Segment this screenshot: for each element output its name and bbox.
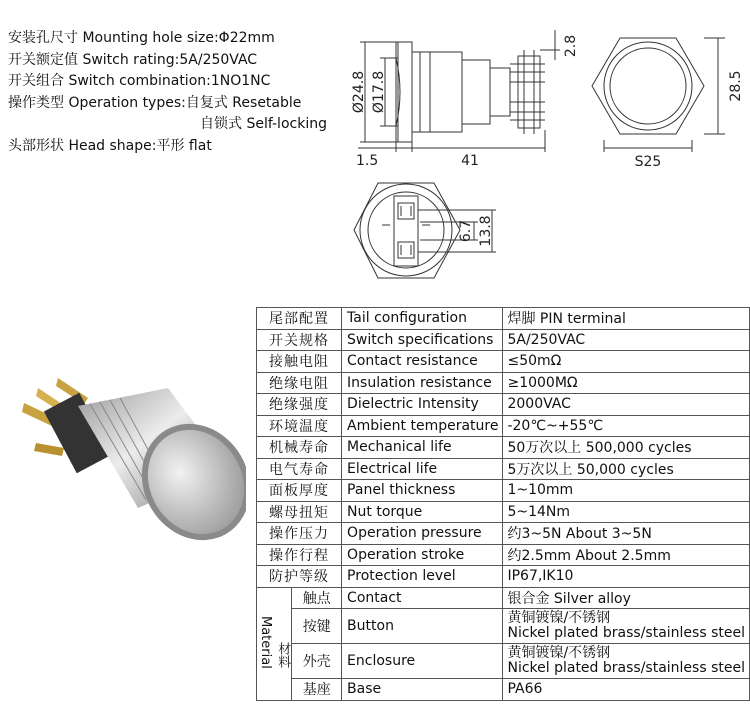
material-val — [503, 609, 750, 644]
material-en: Base — [342, 679, 503, 701]
table-row — [257, 308, 750, 330]
spec-val: 1~10mm — [503, 480, 750, 502]
spec-cn: 电气寿命 — [257, 458, 342, 480]
table-row — [257, 372, 750, 394]
spec-cn: 环境温度 — [257, 415, 342, 437]
material-en: Contact — [342, 587, 503, 609]
side-view-drawing — [358, 30, 560, 152]
spec-cn: 操作行程 — [257, 544, 342, 566]
table-row — [257, 566, 750, 588]
material-val-line1: 黄铜镀镍/不锈钢 — [507, 610, 611, 626]
rear-view-drawing — [354, 183, 496, 278]
material-val — [503, 644, 750, 679]
material-en: Enclosure — [342, 644, 503, 679]
spec-en: Switch specifications — [342, 329, 503, 351]
table-row — [257, 544, 750, 566]
table-row — [257, 415, 750, 437]
self-locking-line: 自锁式 Self-locking — [200, 116, 327, 132]
spec-cn: 螺母扭矩 — [257, 501, 342, 523]
dim-front-width: S25 — [634, 154, 662, 170]
spec-en: Panel thickness — [342, 480, 503, 502]
spec-val: 50万次以上 500,000 cycles — [503, 437, 750, 459]
mounting-hole-line: 安装孔尺寸 Mounting hole size:Φ22mm — [8, 30, 275, 46]
spec-cn: 开关规格 — [257, 329, 342, 351]
table-row — [257, 609, 750, 644]
switch-rating-line: 开关额定值 Switch rating:5A/250VAC — [8, 51, 258, 68]
push-button-photo — [18, 348, 246, 560]
table-row — [257, 587, 750, 609]
dim-side-top: 2.8 — [563, 34, 579, 58]
dim-side-left: 1.5 — [356, 153, 379, 169]
table-row — [257, 523, 750, 545]
spec-cn: 尾部配置 — [257, 308, 342, 330]
spec-en: Operation stroke — [342, 544, 503, 566]
table-row — [257, 679, 750, 701]
spec-val: IP67,IK10 — [503, 566, 750, 588]
spec-val: 约3~5N About 3~5N — [503, 523, 750, 545]
spec-val: ≥1000MΩ — [503, 372, 750, 394]
spec-en: Contact resistance — [342, 351, 503, 373]
material-cn: 基座 — [292, 679, 342, 701]
spec-cn: 面板厚度 — [257, 480, 342, 502]
spec-en: Mechanical life — [342, 437, 503, 459]
material-val: PA66 — [503, 679, 750, 701]
dim-dia-inner: Ø17.8 — [371, 70, 387, 114]
material-val-line2: Nickel plated brass/stainless steel — [507, 660, 745, 676]
material-val-line1: 黄铜镀镍/不锈钢 — [507, 645, 611, 661]
operation-types-line: 操作类型 Operation types:自复式 Resetable — [8, 94, 302, 111]
material-cn: 触点 — [292, 587, 342, 609]
spec-en: Insulation resistance — [342, 372, 503, 394]
spec-val: 5A/250VAC — [503, 329, 750, 351]
table-row — [257, 458, 750, 480]
spec-en: Nut torque — [342, 501, 503, 523]
spec-cn: 绝缘电阻 — [257, 372, 342, 394]
material-cn: 按键 — [292, 609, 342, 644]
material-label — [257, 587, 292, 700]
dim-side-length: 41 — [461, 153, 479, 169]
spec-val: 5万次以上 50,000 cycles — [503, 458, 750, 480]
spec-cn: 机械寿命 — [257, 437, 342, 459]
head-shape-line: 头部形状 Head shape:平形 flat — [8, 137, 212, 154]
table-row — [257, 437, 750, 459]
spec-cn: 操作压力 — [257, 523, 342, 545]
spec-val: 焊脚 PIN terminal — [503, 308, 750, 330]
spec-val: ≤50mΩ — [503, 351, 750, 373]
material-label-en: Material — [258, 615, 274, 669]
spec-en: Protection level — [342, 566, 503, 588]
material-en: Button — [342, 609, 503, 644]
spec-cn: 绝缘强度 — [257, 394, 342, 416]
table-row — [257, 351, 750, 373]
front-view-drawing — [592, 38, 725, 152]
material-label-cn: 材料 — [275, 642, 291, 669]
dim-rear-outer: 13.8 — [478, 215, 494, 247]
table-row — [257, 394, 750, 416]
table-row — [257, 329, 750, 351]
spec-en: Operation pressure — [342, 523, 503, 545]
spec-en: Dielectric Intensity — [342, 394, 503, 416]
spec-cn: 接触电阻 — [257, 351, 342, 373]
table-row — [257, 644, 750, 679]
table-row — [257, 480, 750, 502]
dim-dia-outer: Ø24.8 — [351, 70, 367, 114]
table-row — [257, 501, 750, 523]
spec-en: Tail configuration — [342, 308, 503, 330]
material-val: 银合金 Silver alloy — [503, 587, 750, 609]
spec-en: Electrical life — [342, 458, 503, 480]
dim-front-height: 28.5 — [728, 70, 744, 102]
spec-val: 5~14Nm — [503, 501, 750, 523]
material-val-line2: Nickel plated brass/stainless steel — [507, 625, 745, 641]
spec-table — [256, 307, 750, 701]
spec-en: Ambient temperature — [342, 415, 503, 437]
technical-drawings — [0, 0, 750, 300]
dim-rear-inner: 6.7 — [458, 219, 474, 243]
switch-combination-line: 开关组合 Switch combination:1NO1NC — [8, 73, 271, 89]
spec-val: -20℃~+55℃ — [503, 415, 750, 437]
spec-cn: 防护等级 — [257, 566, 342, 588]
spec-val: 约2.5mm About 2.5mm — [503, 544, 750, 566]
material-cn: 外壳 — [292, 644, 342, 679]
spec-val: 2000VAC — [503, 394, 750, 416]
